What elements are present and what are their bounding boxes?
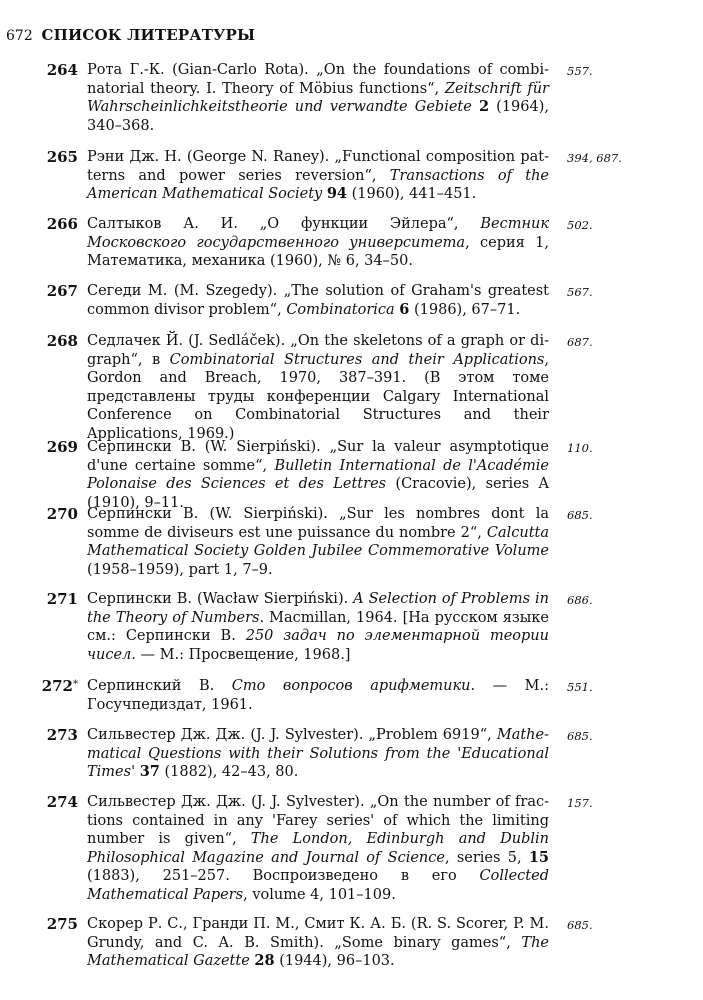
entry-citation bbox=[87, 793, 549, 904]
citation-title-italic: Combinatorica bbox=[286, 301, 395, 318]
cited-pages: 110. bbox=[567, 441, 593, 455]
entry-number-text: 274 bbox=[46, 793, 78, 811]
entry-number-text: 264 bbox=[46, 61, 78, 79]
citation-text: Серпински В. (Wacław Sierpiński). bbox=[87, 591, 354, 607]
citation-text: (1964), 340–368. bbox=[87, 99, 549, 134]
citation-text: . — М.: Просвещение, 1968.] bbox=[131, 646, 351, 663]
citation-title-italic: Calcutta Mathematical Society Golden Jubilee Commemorative Volume bbox=[87, 524, 549, 559]
citation-volume-bold: 37 bbox=[139, 763, 160, 780]
citation-text: , series 5, bbox=[444, 849, 529, 866]
entry-number bbox=[47, 726, 78, 745]
cited-pages: 685. bbox=[567, 918, 593, 932]
citation-volume-bold: 94 bbox=[326, 185, 348, 202]
citation-text: , volume 4, 101–109. bbox=[243, 886, 396, 903]
entry-citation bbox=[87, 505, 549, 579]
entry-number-text: 269 bbox=[46, 438, 78, 456]
citation-text: Седлачек Й. (J. Sedláček). „On the skeletons of a graph or digraph“, в bbox=[87, 333, 549, 368]
citation-text bbox=[472, 99, 479, 115]
page-number: 672 bbox=[6, 28, 33, 44]
entry-number bbox=[47, 61, 78, 80]
entry-citation bbox=[87, 332, 549, 443]
citation-text: Сильвестер Дж. Дж. (J. J. Sylvester). „Problem 6919“, bbox=[87, 727, 497, 743]
entry-number bbox=[47, 282, 78, 301]
citation-title-italic: Mathematical Questions with their Solutions from the 'Educational Times' bbox=[87, 727, 549, 780]
citation-title-italic: Вестник Московского государственного университета bbox=[87, 216, 549, 251]
entry-number bbox=[47, 332, 78, 351]
entry-number-text: 271 bbox=[46, 590, 78, 608]
cited-pages: 502. bbox=[567, 218, 593, 232]
cited-pages: 685. bbox=[567, 508, 593, 522]
cited-pages: 686. bbox=[567, 593, 593, 607]
citation-text: Скорер Р. С., Гранди П. М., Смит К. А. Б. (R. S. Scorer, P. M. Grundy, and C. A. B. Smith). „Some binary games“, bbox=[87, 916, 549, 951]
citation-title-italic: 250 задач по элементарной теории чисел bbox=[87, 628, 549, 663]
citation-volume-bold: 6 bbox=[399, 300, 410, 318]
citation-text: , серия 1, Математика, механика (1960), № 6, 34–50. bbox=[87, 234, 549, 269]
entry-citation bbox=[87, 148, 549, 204]
citation-text: (1944), 96–103. bbox=[274, 953, 395, 969]
citation-title-italic: Collected Mathematical Papers bbox=[87, 868, 549, 903]
citation-text: Сегеди М. (M. Szegedy). „The solution of Graham's greatest common divisor problem“, bbox=[87, 283, 549, 318]
entry-number-text: 265 bbox=[46, 148, 78, 166]
citation-text: (Cracovie), series A (1910), 9–11. bbox=[87, 476, 549, 511]
cited-pages: 687. bbox=[567, 335, 593, 349]
citation-text: Серпинский В. bbox=[87, 678, 232, 694]
citation-title-italic: Zeitschrift für Wahrscheinlichkeitstheorie und verwandte Gebiete bbox=[87, 80, 549, 115]
cited-pages: 685. bbox=[567, 729, 593, 743]
entry-citation bbox=[87, 282, 549, 319]
entry-number-text: 268 bbox=[46, 332, 78, 350]
cited-pages: 567. bbox=[567, 285, 593, 299]
entry-number-text: 270 bbox=[46, 505, 78, 523]
citation-text: (1883), 251–257. Воспроизведено в его bbox=[87, 868, 480, 884]
citation-title-italic: Combinatorial Structures and their Applications bbox=[169, 351, 545, 368]
entry-number bbox=[47, 148, 78, 167]
citation-text: Сильвестер Дж. Дж. (J. J. Sylvester). „On the number of fractions contained in any 'Farey series' of which the limiting number is given“, bbox=[87, 794, 549, 847]
citation-title-italic: The Mathematical Gazette bbox=[87, 934, 549, 969]
entry-citation bbox=[87, 915, 549, 971]
citation-title-italic: The London, Edinburgh and Dublin Philosophical Magazine and Journal of Science bbox=[87, 831, 549, 866]
citation-title-italic: Сто вопросов арифметики bbox=[231, 678, 471, 694]
cited-pages: 557. bbox=[567, 64, 593, 78]
citation-text: , Gordon and Breach, 1970, 387–391. (В этом томе представлены труды конференции Calgary International Conference on Combinatorial Structures and their Applications, 1969.) bbox=[87, 351, 549, 442]
citation-text: (1882), 42–43, 80. bbox=[159, 764, 299, 780]
entry-number-text: 267 bbox=[46, 282, 78, 300]
page-title: СПИСОК ЛИТЕРАТУРЫ bbox=[41, 26, 256, 44]
entry-citation bbox=[87, 677, 549, 714]
entry-number-text: 273 bbox=[46, 726, 78, 744]
entry-citation bbox=[87, 438, 549, 512]
citation-title-italic: Bulletin International de l'Académie Polonaise des Sciences et des Lettres bbox=[87, 457, 549, 492]
citation-text: Серпински В. (W. Sierpiński). „Sur la valeur asymptotique d'une certaine somme“, bbox=[87, 439, 549, 474]
citation-text: Рота Г.-К. (Gian-Carlo Rota). „On the foundations of combinatorial theory. I. Theory of Möbius functions“, bbox=[87, 62, 549, 97]
cited-pages: 394, 687. bbox=[567, 151, 622, 165]
cited-pages: 551. bbox=[567, 680, 593, 694]
citation-text: Серпински В. (W. Sierpiński). „Sur les nombres dont la somme de diviseurs est une puissance du nombre 2“, bbox=[87, 506, 549, 541]
running-header bbox=[6, 26, 255, 44]
entry-citation bbox=[87, 590, 549, 664]
citation-text: (1960), 441–451. bbox=[347, 186, 477, 202]
entry-star-mark: * bbox=[73, 679, 78, 690]
citation-text: Рэни Дж. Н. (George N. Raney). „Functional composition patterns and power series reversion“, bbox=[87, 149, 549, 184]
citation-title-italic: A Selection of Problems in the Theory of Numbers bbox=[87, 591, 549, 626]
citation-title-italic: Transactions of the American Mathematical Society bbox=[87, 167, 549, 202]
citation-volume-bold: 2 bbox=[478, 98, 490, 115]
entry-citation bbox=[87, 215, 549, 271]
entry-number bbox=[47, 215, 78, 234]
citation-volume-bold: 15 bbox=[528, 848, 549, 866]
citation-text: (1986), 67–71. bbox=[409, 301, 521, 318]
entry-number bbox=[47, 438, 78, 457]
citation-text: Салтыков А. И. „О функции Эйлера“, bbox=[87, 216, 481, 232]
entry-number-text: 266 bbox=[46, 215, 78, 233]
entry-number-text: 272 bbox=[41, 677, 73, 695]
entry-citation bbox=[87, 726, 549, 782]
cited-pages: 157. bbox=[567, 796, 593, 810]
entry-number-text: 275 bbox=[46, 915, 78, 933]
entry-number bbox=[42, 677, 78, 696]
citation-text: . Macmillan, 1964. [На русском языке см.: Серпински В. bbox=[87, 609, 549, 644]
citation-volume-bold: 28 bbox=[254, 952, 275, 969]
citation-text: (1958–1959), part 1, 7–9. bbox=[87, 561, 273, 578]
entry-number bbox=[47, 590, 78, 609]
entry-citation bbox=[87, 61, 549, 135]
citation-text: . — М.: Госучпедиздат, 1961. bbox=[87, 678, 550, 713]
entry-number bbox=[47, 793, 78, 812]
entry-number bbox=[47, 505, 78, 524]
entry-number bbox=[47, 915, 78, 934]
